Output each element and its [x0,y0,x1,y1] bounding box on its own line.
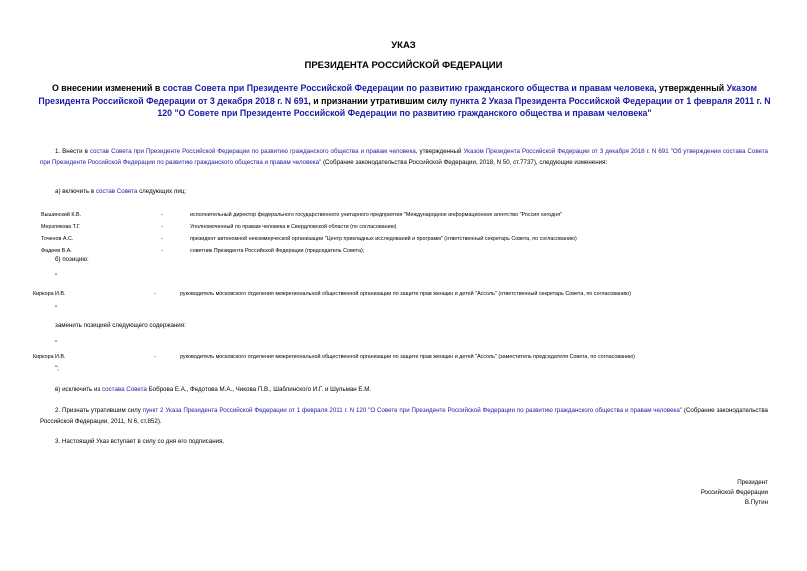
subject-text-3: , и признании утратившим силу [308,95,450,106]
document-subject [32,82,777,120]
item-a-text-2: следующих лиц: [137,188,187,195]
item-b-close-quote: " [55,305,58,312]
item-b-label: б) позицию: [55,256,89,263]
item-b-close-quote-2: "; [55,365,59,372]
item-1-text-2: , утвержденный [415,148,464,155]
item-2-text-1: 2. Признать утратившим силу [55,407,143,414]
item-2-text-2: (Собрание законодательства Российской Федерации, 2011, N 6, ст.852). [40,407,769,425]
member-dash: - [161,212,163,218]
member-position: президент автономной некоммерческой организации "Центр прикладных исследований и программ" (ответственный секретарь Совета, по согласованию) [190,236,577,242]
subject-text-2: , утвержденный [654,83,727,93]
position-old-dash: - [154,291,156,297]
subject-link-council-composition[interactable]: состав Совета при Президенте Российской Федерации по развитию гражданского общества и правам человека [162,83,655,93]
item-v-link-council[interactable]: состава Совета [101,386,147,393]
member-name: Вышинский К.В. [41,212,82,218]
member-dash: - [161,224,163,230]
item-1-text-1: 1. Внести в [55,148,90,155]
item-1-link-decree-691[interactable]: Указом Президента Российской Федерации от 3 декабря 2018 г. N 691 "Об утверждении состава Совета при Президенте Российской Федерации по развитию гражданского общества и правам человека" [40,148,769,166]
issuer-title: ПРЕЗИДЕНТА РОССИЙСКОЙ ФЕДЕРАЦИИ [304,60,503,71]
subject-link-decree-691[interactable]: Указом Президента Российской Федерации от 3 декабря 2018 г. N 691 [38,83,758,106]
member-name: Мерзлякова Т.Г. [41,224,81,230]
signature-name: В.Путин [744,499,768,506]
position-new-dash: - [154,354,156,360]
member-position: советник Президента Российской Федерации (председатель Совета); [190,248,365,254]
item-v-text-2: Боброва Е.А., Федотова М.А., Чикова П.В., Шаблинского И.Г. и Шульман Е.М. [146,386,372,393]
document-type-title: УКАЗ [391,40,416,51]
subject-link-decree-120[interactable]: пункта 2 Указа Президента Российской Федерации от 1 февраля 2011 г. N 120 "О Совете при Президенте Российской Федерации по развитию гражданского общества и правам человека" [157,95,771,118]
item-b-replace-label: заменить позицией следующего содержания: [55,322,186,329]
position-old-name: Киркора И.В. [33,291,66,297]
signature-block [701,478,768,508]
member-name: Точенов А.С. [41,236,74,242]
item-3-paragraph: 3. Настоящий Указ вступает в силу со дня его подписания. [55,438,225,445]
item-1-paragraph [40,147,768,168]
signature-title: Президент [737,479,768,486]
item-b-open-quote-2: " [55,340,58,347]
item-a-link-council[interactable]: состав Совета [95,188,138,195]
item-b-open-quote: " [55,273,58,280]
position-old-description: руководитель московского отделения межрегиональной общественной организации по защите прав женщин и детей "Ассоль" (ответственный секретарь Совета, по согласованию) [180,291,631,297]
member-name: Фадеев В.А. [41,248,72,254]
item-a-paragraph [55,187,186,198]
item-2-link-decree-120[interactable]: пункт 2 Указа Президента Российской Федерации от 1 февраля 2011 г. N 120 "О Совете при Президенте Российской Федерации по развитию гражданского общества и правам человека" [142,407,683,414]
member-position: Уполномоченный по правам человека в Свердловской области (по согласованию) [190,224,397,230]
item-v-text-1: в) исключить из [55,386,102,393]
item-a-text-1: а) включить в [55,188,96,195]
position-new-name: Киркора И.В. [33,354,66,360]
member-position: исполнительный директор федерального государственного унитарного предприятия "Международное информационное агентство "Россия сегодня" [190,212,563,218]
item-v-paragraph [55,385,371,396]
member-dash: - [161,248,163,254]
item-1-text-3: (Собрание законодательства Российской Федерации, 2018, N 50, ст.7737), следующие изменения: [321,158,608,166]
item-1-link-council-composition[interactable]: состав Совета при Президенте Российской Федерации по развитию гражданского общества и правам человека [89,148,416,155]
position-new-description: руководитель московского отделения межрегиональной общественной организации по защите прав женщин и детей "Ассоль" (заместитель председателя Совета, по согласованию) [180,354,635,360]
signature-office: Российской Федерации [700,489,768,496]
item-2-paragraph [40,406,768,427]
member-dash: - [161,236,163,242]
subject-text-1: О внесении изменений в [51,83,163,93]
